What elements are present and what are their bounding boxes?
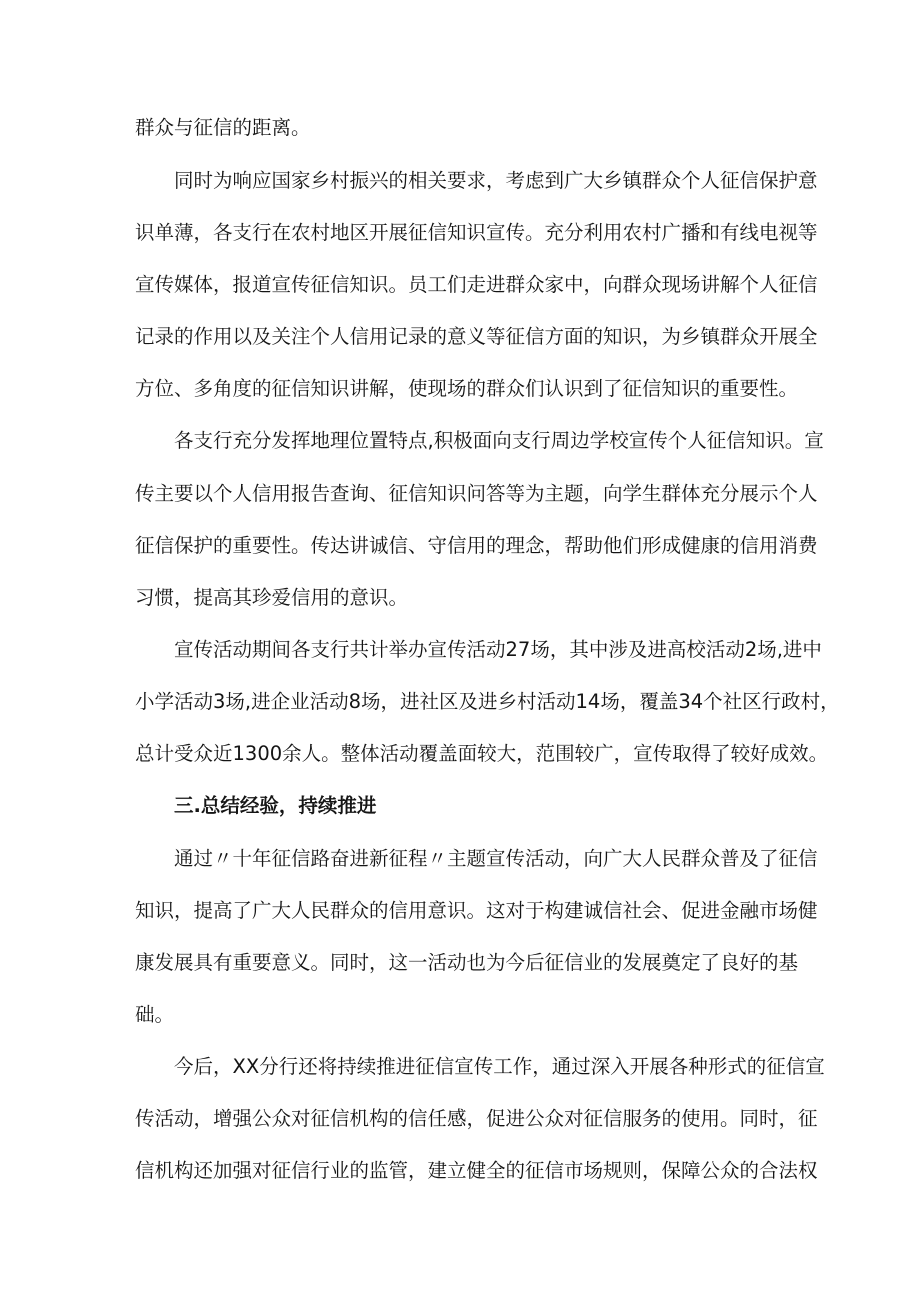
- text-line: 征信保护的重要性。传达讲诚信、守信用的理念，帮助他们形成健康的信用消费: [135, 534, 818, 557]
- text-line: 习惯，提高其珍爱信用的意识。: [135, 586, 409, 609]
- text-line: 群众与征信的距离。: [135, 116, 311, 139]
- text-line: 宣传活动期间各支行共计举办宣传活动27场，其中涉及进高校活动2场,进中: [174, 638, 822, 661]
- text-line: 传主要以个人信用报告查询、征信知识问答等为主题，向学生群体充分展示个人: [135, 482, 818, 505]
- text-line: 各支行充分发挥地理位置特点,积极面向支行周边学校宣传个人征信知识。宣: [174, 429, 824, 452]
- text-line: 方位、多角度的征信知识讲解，使现场的群众们认识到了征信知识的重要性。: [135, 377, 799, 400]
- text-line: 今后，XX分行还将持续推进征信宣传工作，通过深入开展各种形式的征信宣: [174, 1055, 825, 1078]
- text-line: 传活动，增强公众对征信机构的信任感，促进公众对征信服务的使用。同时，征: [135, 1107, 818, 1130]
- text-line: 同时为响应国家乡村振兴的相关要求，考虑到广大乡镇群众个人征信保护意: [174, 169, 818, 192]
- text-line: 础。: [135, 1003, 175, 1026]
- text-line: 总计受众近1300余人。整体活动覆盖面较大，范围较广，宣传取得了较好成效。: [135, 742, 829, 765]
- text-line: 识单薄，各支行在农村地区开展征信知识宣传。充分利用农村广播和有线电视等: [135, 221, 818, 244]
- text-line: 信机构还加强对征信行业的监管，建立健全的征信市场规则，保障公众的合法权: [135, 1159, 818, 1182]
- text-line: 通过〃十年征信路奋进新征程〃主题宣传活动，向广大人民群众普及了征信: [174, 847, 818, 870]
- text-line: 知识，提高了广大人民群众的信用意识。这对于构建诚信社会、促进金融市场健: [135, 899, 818, 922]
- text-line: 记录的作用以及关注个人信用记录的意义等征信方面的知识，为乡镇群众开展全: [135, 325, 818, 348]
- section-heading: 三.总结经验，持续推进: [174, 794, 377, 817]
- text-line: 小学活动3场,进企业活动8场，进社区及进乡村活动14场，覆盖34个社区行政村，: [135, 690, 840, 713]
- text-line: 康发展具有重要意义。同时，这一活动也为今后征信业的发展奠定了良好的基: [135, 951, 799, 974]
- text-line: 宣传媒体，报道宣传征信知识。员工们走进群众家中，向群众现场讲解个人征信: [135, 273, 818, 296]
